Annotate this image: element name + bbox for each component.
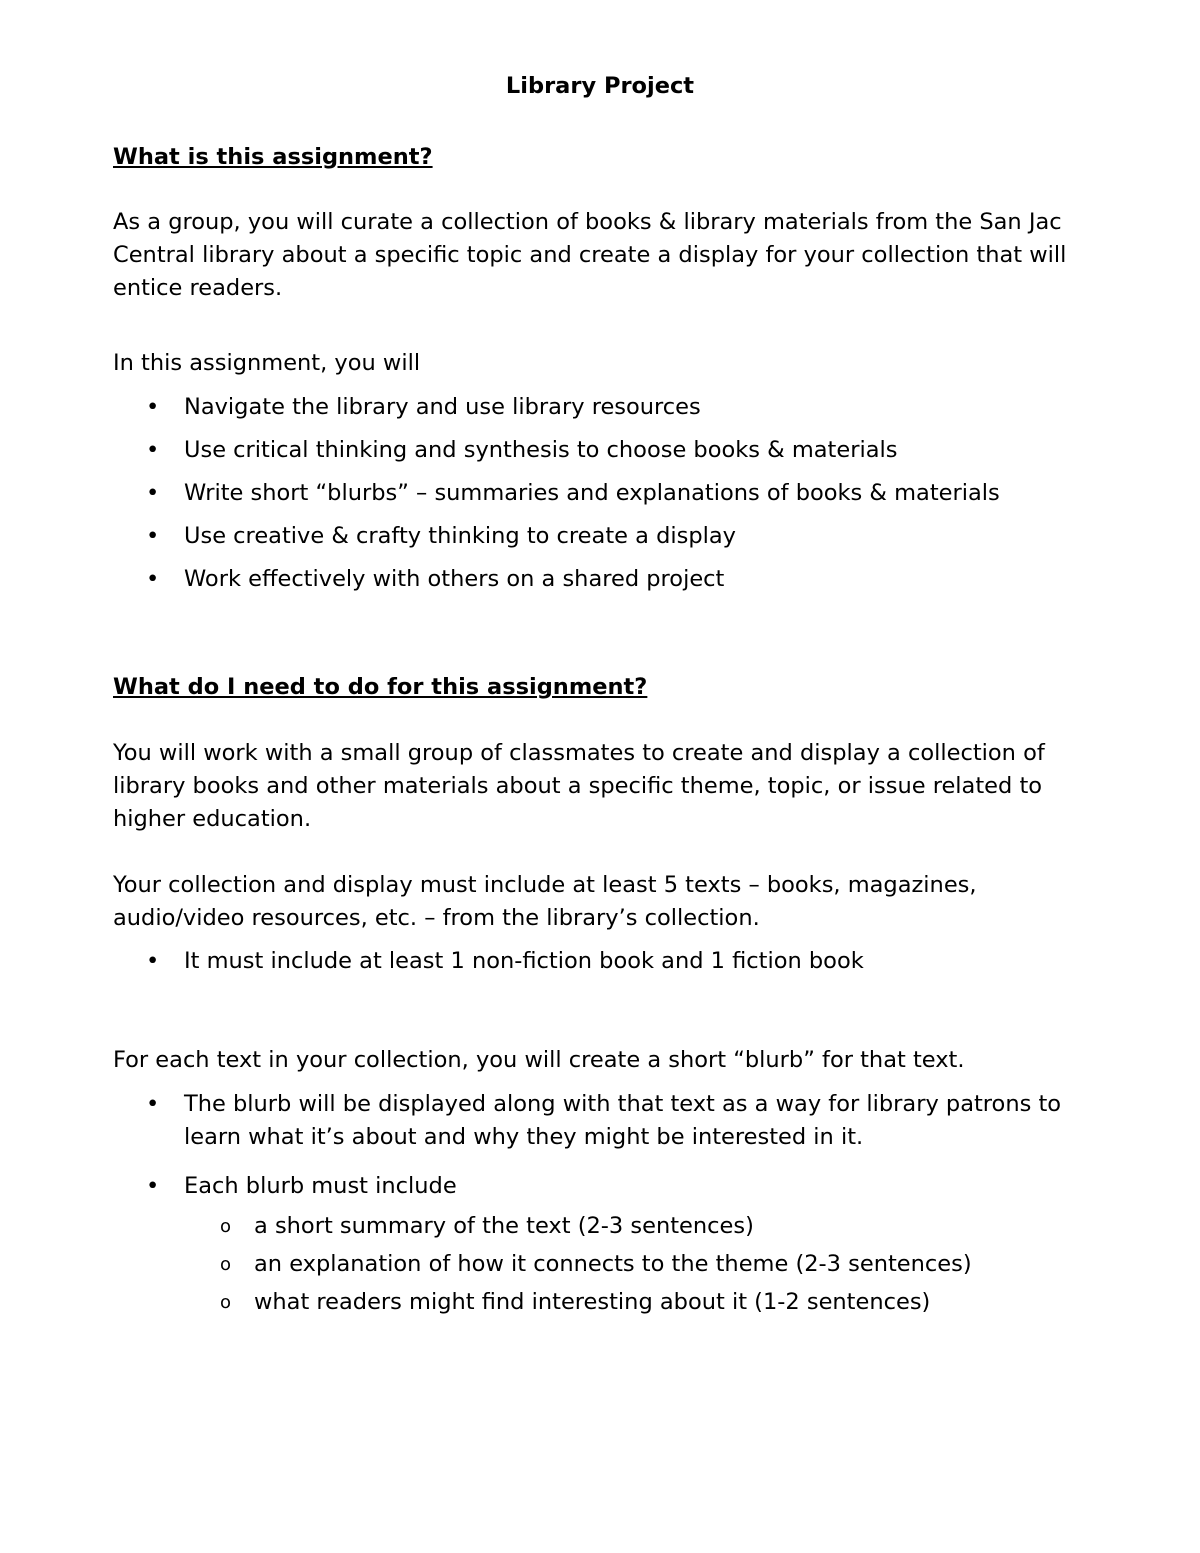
bullet-icon: •: [146, 437, 160, 463]
section-heading-what-to-do: What do I need to do for this assignment?: [113, 674, 648, 700]
objectives-list: [113, 391, 1103, 596]
list-item: • Work effectively with others on a shared project: [113, 563, 1103, 596]
bullet-icon: •: [146, 480, 160, 506]
sub-list-item: o an explanation of how it connects to the theme (2-3 sentences): [184, 1245, 1103, 1283]
sub-list-item: o what readers might find interesting about it (1-2 sentences): [184, 1283, 1103, 1321]
list-item: • Write short “blurbs” – summaries and explanations of books & materials: [113, 477, 1103, 510]
list-item: • Use critical thinking and synthesis to choose books & materials: [113, 434, 1103, 467]
circle-bullet-icon: o: [220, 1254, 232, 1275]
list-item: • The blurb will be displayed along with that text as a way for library patrons to learn what it’s about and why they might be interested in it.: [113, 1088, 1103, 1154]
bullet-icon: •: [146, 1091, 160, 1117]
list-item: • It must include at least 1 non-fiction book and 1 fiction book: [113, 945, 1103, 978]
sub-list-item: o a short summary of the text (2-3 sentences): [184, 1207, 1103, 1245]
document-title: Library Project: [505, 73, 695, 99]
group-paragraph: You will work with a small group of classmates to create and display a collection of library books and other materials about a specific theme, topic, or issue related to higher education.: [113, 740, 1045, 832]
bullet-icon: •: [146, 566, 160, 592]
lead-sentence: In this assignment, you will: [113, 350, 421, 376]
bullet-icon: •: [146, 1173, 160, 1199]
blurb-requirements-list: [113, 1088, 1103, 1321]
bullet-icon: •: [146, 523, 160, 549]
collection-requirements-list: [113, 945, 1103, 978]
circle-bullet-icon: o: [220, 1216, 232, 1237]
circle-bullet-icon: o: [220, 1292, 232, 1313]
bullet-icon: •: [146, 394, 160, 420]
list-item: • Use creative & crafty thinking to create a display: [113, 520, 1103, 553]
blurb-contents-sublist: [184, 1207, 1103, 1321]
collection-paragraph: Your collection and display must include at least 5 texts – books, magazines, audio/video resources, etc. – from the library’s collection.: [113, 872, 977, 931]
blurb-paragraph: For each text in your collection, you will create a short “blurb” for that text.: [113, 1047, 965, 1073]
section-heading-what-is: What is this assignment?: [113, 144, 433, 170]
intro-paragraph: As a group, you will curate a collection of books & library materials from the San Jac Central library about a specific topic and create a display for your collection that will entice readers.: [113, 209, 1067, 301]
list-item: • Each blurb must include o a short summary of the text (2-3 sentences) o an explanation of how it connects to the theme (2-3 sentences) o what readers might find interesting about it (1-2 sentences): [113, 1170, 1103, 1321]
bullet-icon: •: [146, 948, 160, 974]
list-item: • Navigate the library and use library resources: [113, 391, 1103, 424]
